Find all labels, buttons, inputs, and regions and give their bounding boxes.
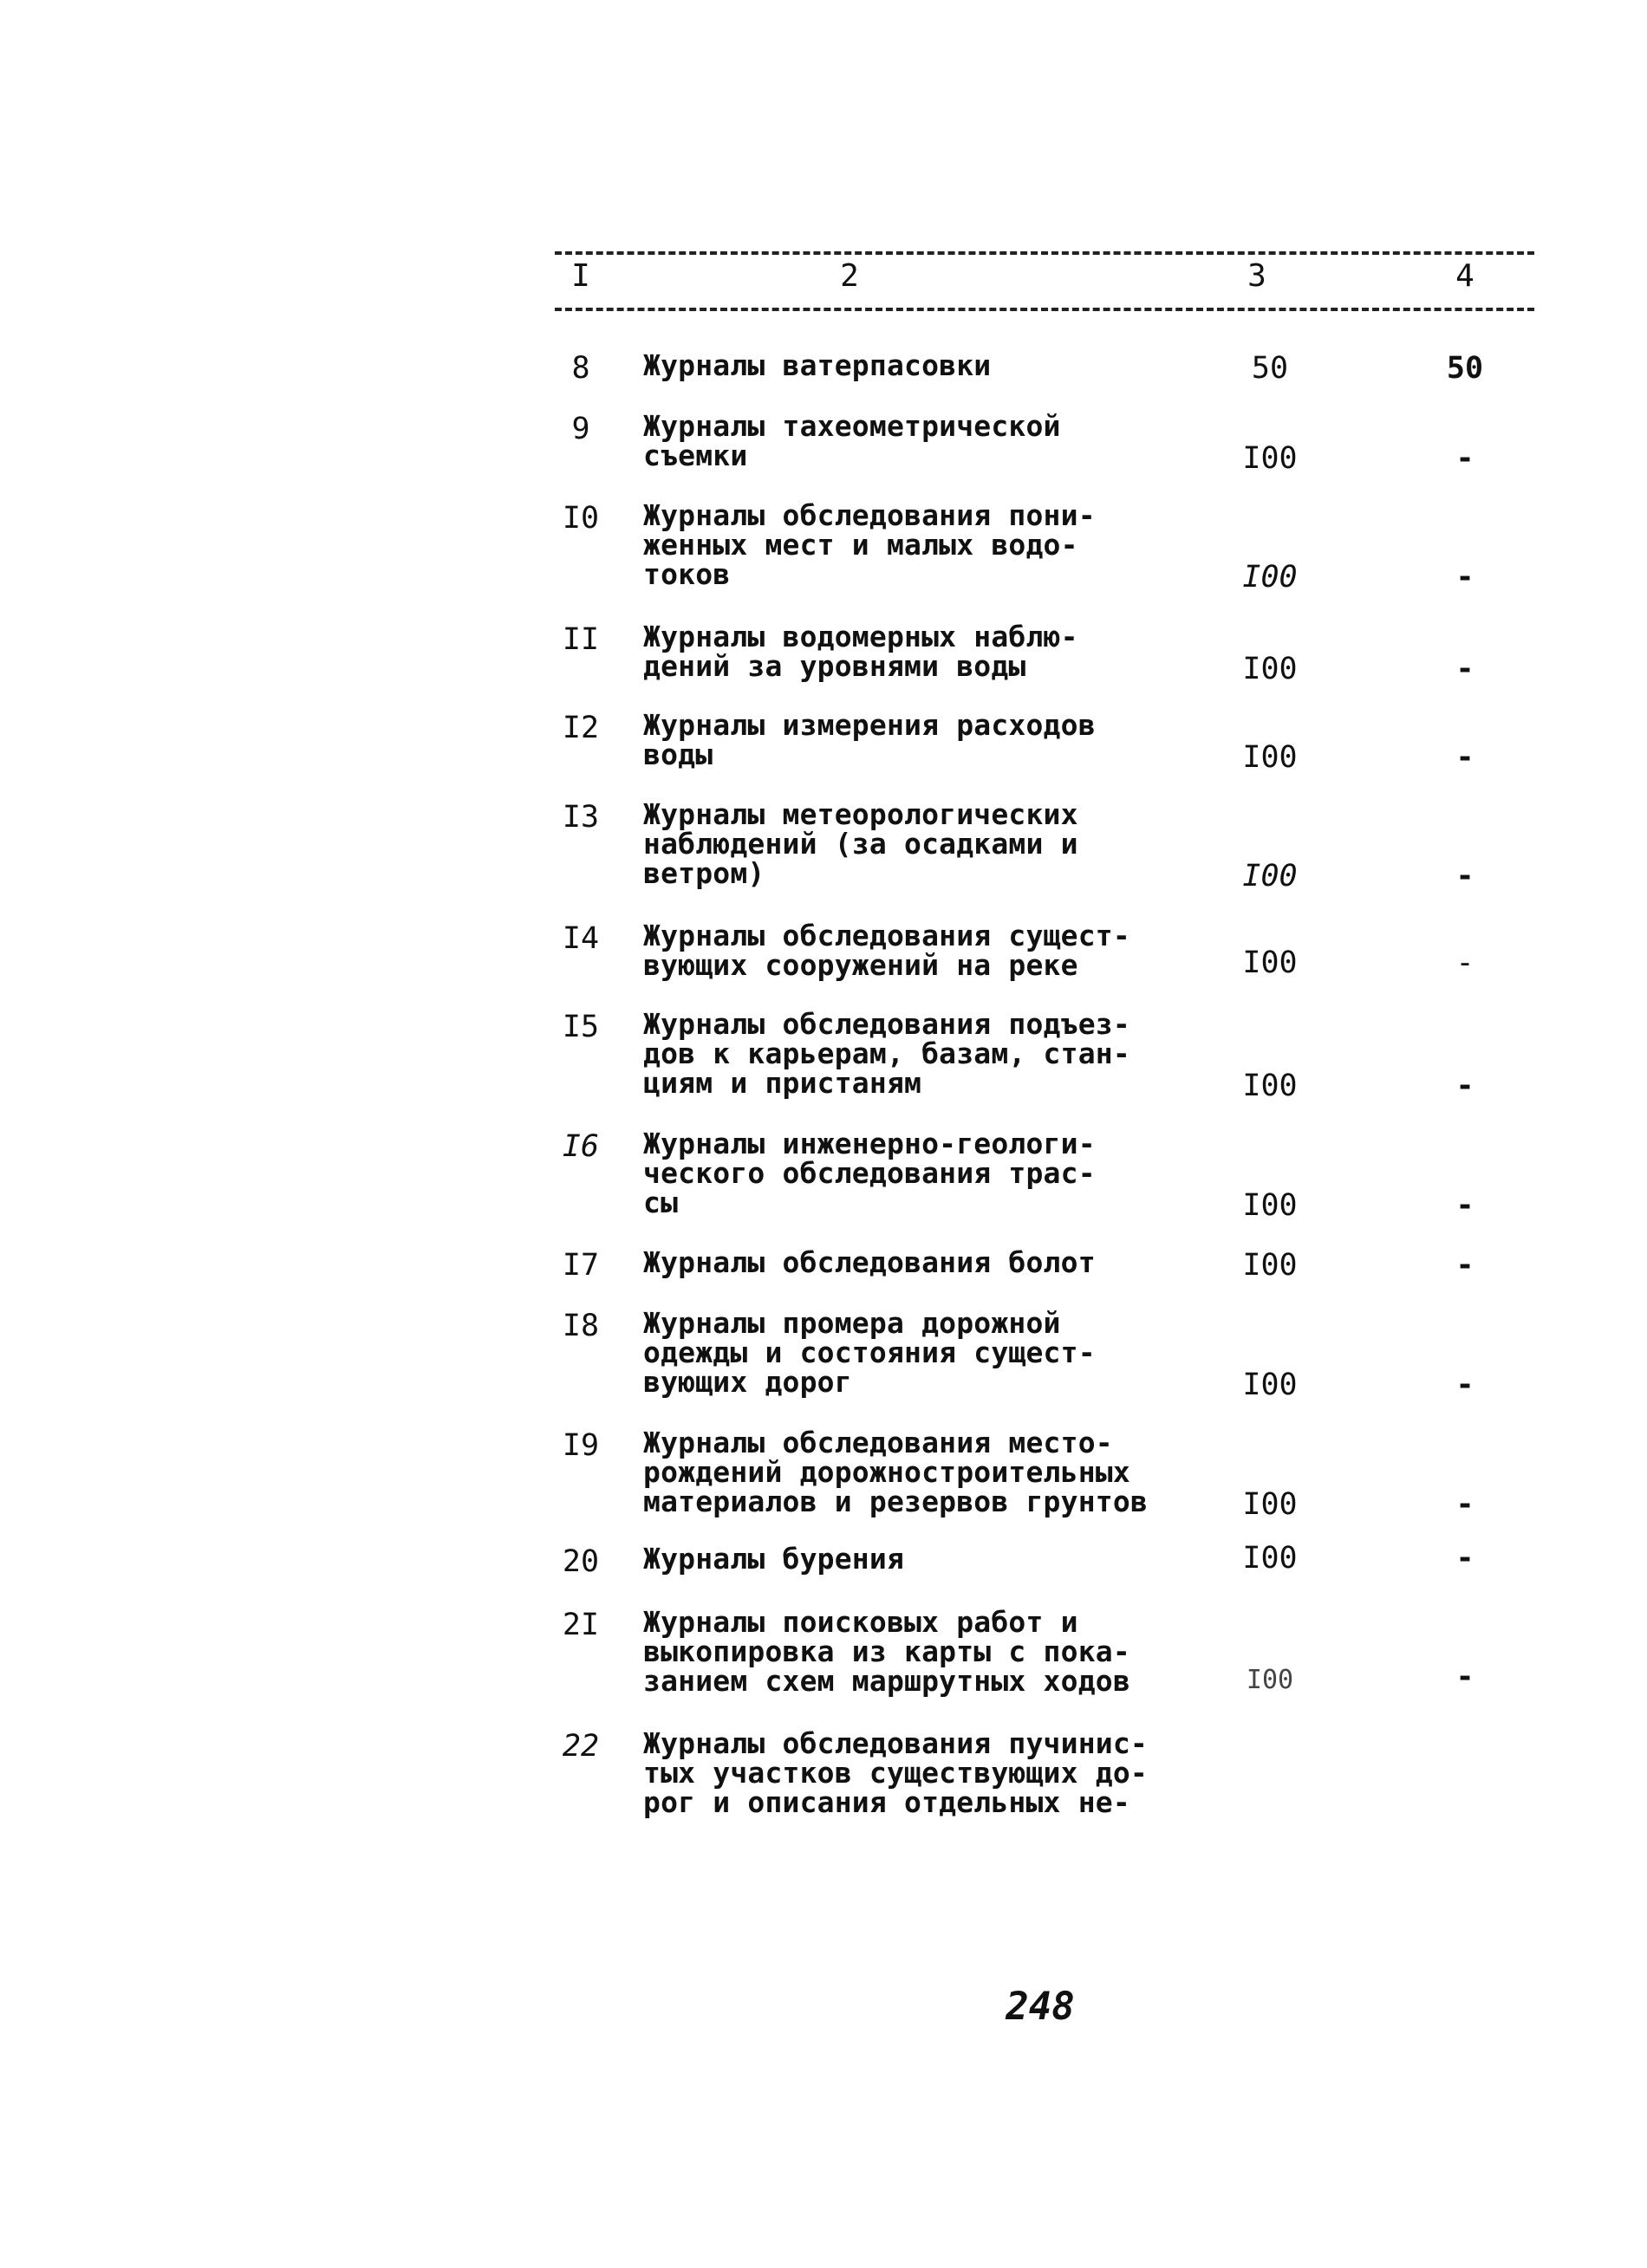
row-description: Журналы метеорологических наблюдений (за осадками и ветром) xyxy=(643,797,1078,890)
row-description: Журналы водомерных наблю- дений за уровнями воды xyxy=(643,620,1078,683)
row-col-3: I00 xyxy=(1242,1188,1298,1223)
row-col-4: - xyxy=(1455,1487,1474,1522)
row-col-3: I00 xyxy=(1242,740,1298,775)
table-row xyxy=(0,1726,1647,1833)
row-col-4: - xyxy=(1455,946,1474,980)
row-description: Журналы бурения xyxy=(643,1542,905,1576)
row-col-4: 50 xyxy=(1446,351,1484,386)
row-col-3: I00 xyxy=(1242,946,1298,980)
table-row xyxy=(0,1605,1647,1712)
row-col-4: - xyxy=(1455,652,1474,686)
header-col-4: 4 xyxy=(1455,258,1474,294)
row-col-4: - xyxy=(1455,1188,1474,1223)
table-row xyxy=(0,797,1647,904)
row-number: I8 xyxy=(562,1309,600,1343)
row-number: II xyxy=(562,622,600,657)
table-row xyxy=(0,1306,1647,1413)
table-header-rule xyxy=(555,308,1534,311)
row-number: I6 xyxy=(562,1129,600,1164)
row-col-3: I00 xyxy=(1242,1368,1298,1402)
row-number: 22 xyxy=(562,1729,600,1764)
row-number: I2 xyxy=(562,711,600,745)
row-description: Журналы обследования подъез- дов к карьерам, базам, стан- циям и пристаням xyxy=(643,1007,1130,1100)
row-col-4: - xyxy=(1455,1368,1474,1402)
table-row xyxy=(0,1428,1647,1532)
row-col-3: I00 xyxy=(1242,859,1298,894)
row-description: Журналы инженерно-геологи- ческого обследования трас- сы xyxy=(643,1127,1096,1219)
row-description: Журналы обследования сущест- вующих сооружений на реке xyxy=(643,919,1130,982)
row-description: Журналы обследования место- рождений дорожностроительных материалов и резервов грунтов xyxy=(643,1426,1148,1518)
table-top-rule xyxy=(555,251,1534,255)
page-number: 248 xyxy=(1006,1985,1075,2029)
row-col-3: I00 xyxy=(1242,1248,1298,1283)
row-number: I9 xyxy=(562,1428,600,1463)
row-number: 9 xyxy=(571,412,590,446)
row-col-4: - xyxy=(1455,1248,1474,1283)
row-description: Журналы промера дорожной одежды и состояния сущест- вующих дорог xyxy=(643,1306,1096,1399)
row-number: 2I xyxy=(562,1608,600,1642)
row-description: Журналы измерения расходов воды xyxy=(643,708,1096,771)
row-description: Журналы тахеометрической съемки xyxy=(643,409,1061,472)
row-col-4: - xyxy=(1455,740,1474,775)
row-description: Журналы обследования пони- женных мест и малых водо- токов xyxy=(643,498,1096,591)
row-col-3: I00 xyxy=(1246,1665,1294,1695)
row-col-3: I00 xyxy=(1242,1487,1298,1522)
row-col-3: I00 xyxy=(1242,560,1298,595)
row-number: I5 xyxy=(562,1010,600,1044)
row-description: Журналы обследования пучинис- тых участков существующих до- рог и описания отдельных не- xyxy=(643,1726,1148,1819)
table-row xyxy=(0,1129,1647,1233)
row-description: Журналы поисковых работ и выкопировка из карты с пока- занием схем маршрутных ходов xyxy=(643,1605,1130,1698)
row-number: I3 xyxy=(562,800,600,835)
row-description: Журналы обследования болот xyxy=(643,1245,1096,1279)
table-row xyxy=(0,1007,1647,1114)
row-number: 20 xyxy=(562,1544,600,1579)
row-col-3: I00 xyxy=(1242,1541,1298,1576)
row-description: Журналы ватерпасовки xyxy=(643,348,992,382)
header-col-1: I xyxy=(571,258,590,294)
table-row xyxy=(0,498,1647,605)
row-col-3: I00 xyxy=(1242,441,1298,476)
header-col-2: 2 xyxy=(840,258,859,294)
row-number: 8 xyxy=(571,351,590,386)
row-number: I7 xyxy=(562,1248,600,1283)
row-col-4: - xyxy=(1455,859,1474,894)
row-number: I4 xyxy=(562,921,600,956)
row-col-4: - xyxy=(1455,560,1474,595)
row-number: I0 xyxy=(562,501,600,536)
row-col-4: - xyxy=(1455,1069,1474,1103)
row-col-3: I00 xyxy=(1242,1069,1298,1103)
header-col-3: 3 xyxy=(1247,258,1266,294)
row-col-3: I00 xyxy=(1242,652,1298,686)
row-col-4: - xyxy=(1455,1541,1474,1576)
row-col-3: 50 xyxy=(1251,351,1289,386)
row-col-4: - xyxy=(1455,441,1474,476)
row-col-4: - xyxy=(1455,1660,1474,1694)
